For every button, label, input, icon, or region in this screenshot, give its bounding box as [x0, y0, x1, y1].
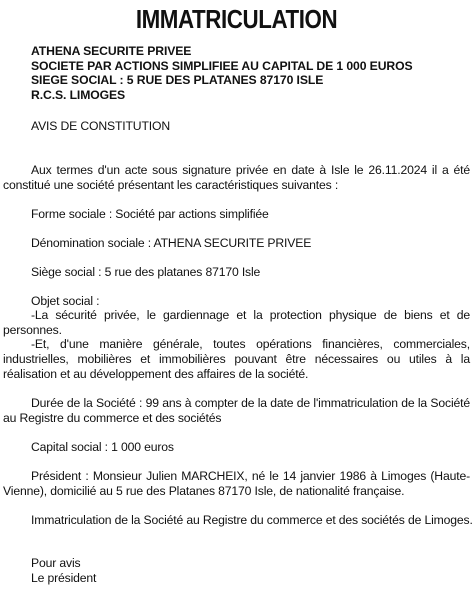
signoff-le-president: Le président [31, 571, 97, 585]
avis-heading: AVIS DE CONSTITUTION [31, 119, 170, 133]
duree-societe: Durée de la Société : 99 ans à compter de la date de l'immatriculation de la Société au Registre du commerce et des sociétés [3, 396, 470, 425]
objet-social-item-2: -Et, d'une manière générale, toutes opérations financières, commerciales, industrielles, mobilières et immobilières pouvant être nécessaires ou utiles à la réalisation et au développement des affaires de la société. [3, 337, 470, 381]
signoff-pour-avis: Pour avis [31, 556, 81, 570]
immatriculation-statement: Immatriculation de la Société au Registre du commerce et des sociétés de Limoges. [31, 513, 473, 527]
intro-paragraph: Aux termes d'un acte sous signature privée en date à Isle le 26.11.2024 il a été constitué une société présentant les caractéristiques suivantes : [3, 163, 470, 192]
objet-social-item-1: -La sécurité privée, le gardiennage et la protection physique de biens et de personnes. [3, 308, 470, 337]
company-registered-office: SIEGE SOCIAL : 5 RUE DES PLATANES 87170 ISLE [31, 73, 324, 87]
objet-social-label: Objet social : [31, 294, 100, 308]
notice-title: IMMATRICULATION [135, 4, 338, 34]
denomination-sociale: Dénomination sociale : ATHENA SECURITE PRIVEE [31, 236, 312, 250]
capital-social: Capital social : 1 000 euros [31, 440, 174, 454]
siege-social: Siège social : 5 rue des platanes 87170 Isle [31, 265, 261, 279]
company-name: ATHENA SECURITE PRIVEE [31, 44, 192, 58]
company-legal-form: SOCIETE PAR ACTIONS SIMPLIFIEE AU CAPITAL DE 1 000 EUROS [31, 58, 413, 73]
company-header [31, 44, 413, 102]
company-rcs: R.C.S. LIMOGES [31, 87, 126, 102]
president-details: Président : Monsieur Julien MARCHEIX, né le 14 janvier 1986 à Limoges (Haute-Vienne), domicilié au 5 rue des Platanes 87170 Isle, de nationalité française. [3, 469, 470, 498]
forme-sociale: Forme sociale : Société par actions simplifiée [31, 207, 269, 221]
